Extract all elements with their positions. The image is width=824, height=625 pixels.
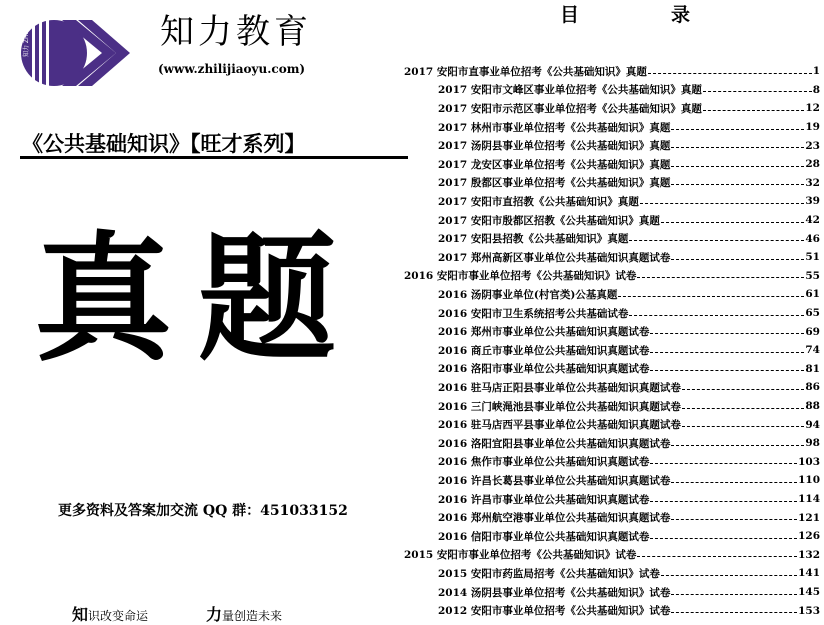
toc-leader-dashes: [682, 389, 804, 390]
toc-leader-dashes: [650, 370, 804, 371]
toc-entry-page: 69: [805, 325, 820, 338]
toc-leader-dashes: [629, 240, 804, 241]
toc-heading-char: 录: [671, 4, 691, 26]
toc-entry-title: 2017 龙安区事业单位招考《公共基础知识》真题: [438, 158, 671, 171]
toc-entry-title: 2016 洛阳宜阳县事业单位公共基础知识真题试卷: [438, 437, 671, 450]
toc-entry-title: 2017 安阳县招教《公共基础知识》真题: [438, 233, 629, 246]
toc-entry[interactable]: [438, 304, 820, 323]
toc-entry-title: 2016 郑州市事业单位公共基础知识真题试卷: [438, 326, 650, 339]
toc-entry-title: 2015 安阳市事业单位招考《公共基础知识》试卷: [404, 549, 637, 562]
toc-leader-dashes: [618, 296, 804, 297]
toc-entry[interactable]: [438, 81, 820, 100]
toc-entry[interactable]: [438, 360, 820, 379]
toc-entry-page: 39: [805, 195, 820, 208]
toc-entry[interactable]: [438, 118, 820, 137]
toc-entry-title: 2017 汤阴县事业单位招考《公共基础知识》真题: [438, 140, 671, 153]
toc-entry[interactable]: [438, 211, 820, 230]
toc-leader-dashes: [682, 408, 804, 409]
toc-leader-dashes: [650, 501, 797, 502]
toc-heading: [560, 0, 690, 27]
toc-entry-title: 2017 安阳市直事业单位招考《公共基础知识》真题: [404, 65, 647, 78]
toc-entry-page: 121: [798, 511, 820, 524]
toc-leader-dashes: [661, 575, 797, 576]
toc-entry-title: 2017 安阳市殷都区招教《公共基础知识》真题: [438, 214, 660, 227]
toc-entry-title: 2016 郑州航空港事业单位公共基础知识真题试卷: [438, 512, 671, 525]
toc-leader-dashes: [671, 184, 804, 185]
toc-leader-dashes: [671, 445, 804, 446]
toc-entry-page: 153: [798, 604, 820, 617]
toc-entry-title: 2016 焦作市事业单位公共基础知识真题试卷: [438, 456, 650, 469]
toc-entry[interactable]: [438, 229, 820, 248]
toc-entry-title: 2016 信阳市事业单位公共基础知识真题试卷: [438, 530, 650, 543]
toc-entry-title: 2016 安阳市卫生系统招考公共基础试卷: [438, 307, 629, 320]
toc-entry-page: 12: [805, 102, 820, 115]
toc-leader-dashes: [682, 426, 804, 427]
toc-entry[interactable]: [438, 341, 820, 360]
toc-entry-page: 61: [805, 288, 820, 301]
toc-entry-page: 103: [798, 455, 820, 468]
toc-entry-title: 2012 安阳市事业单位招考《公共基础知识》试卷: [438, 605, 671, 618]
toc-entry-title: 2017 林州市事业单位招考《公共基础知识》真题: [438, 121, 671, 134]
toc-entry-title: 2017 安阳市直招教《公共基础知识》真题: [438, 195, 639, 208]
toc-entry-page: 126: [798, 530, 820, 543]
toc-entry-page: 46: [805, 232, 820, 245]
toc-entry-page: 23: [805, 139, 820, 152]
toc-leader-dashes: [671, 519, 797, 520]
toc-entry[interactable]: [438, 136, 820, 155]
svg-text:知力 ZHILI: 知力 ZHILI: [23, 27, 30, 57]
toc-entry-page: 55: [805, 269, 820, 282]
slogan-rest: 识改变命运: [88, 609, 149, 623]
toc-leader-dashes: [671, 166, 804, 167]
toc-entry-title: 2015 安阳市药监局招考《公共基础知识》试卷: [438, 567, 660, 580]
toc-leader-dashes: [703, 110, 804, 111]
main-title: [34, 220, 362, 380]
toc-entry[interactable]: [438, 397, 820, 416]
toc-entry[interactable]: [438, 434, 820, 453]
toc-entry-title: 2014 汤阴县事业单位招考《公共基础知识》试卷: [438, 586, 671, 599]
brand-name: 知力教育: [160, 12, 312, 52]
toc-entry[interactable]: [438, 248, 820, 267]
slogan-big-char: 知: [72, 605, 89, 624]
toc-leader-dashes: [650, 538, 797, 539]
toc-leader-dashes: [671, 147, 804, 148]
toc-entry-page: 86: [805, 381, 820, 394]
toc-entry[interactable]: [438, 415, 820, 434]
toc-entry-page: 32: [805, 176, 820, 189]
toc-leader-dashes: [629, 315, 804, 316]
main-title-char: 真: [34, 219, 199, 380]
toc-entry[interactable]: [438, 508, 820, 527]
toc-entry-page: 98: [805, 437, 820, 450]
website-url: (www.zhilijiaoyu.com): [158, 62, 306, 76]
toc-entry-page: 74: [805, 344, 820, 357]
toc-entry-title: 2016 驻马店西平县事业单位公共基础知识真题试卷: [438, 419, 681, 432]
toc-entry-title: 2016 三门峡渑池县事业单位公共基础知识真题试卷: [438, 400, 681, 413]
toc-entry[interactable]: [438, 378, 820, 397]
toc-leader-dashes: [671, 612, 797, 613]
toc-leader-dashes: [637, 277, 804, 278]
toc-leader-dashes: [671, 594, 797, 595]
toc-leader-dashes: [648, 73, 812, 74]
toc-entry[interactable]: [404, 62, 820, 81]
slogan-knowledge: [72, 602, 148, 625]
slogan-power: [206, 602, 282, 625]
toc-entry-page: 88: [805, 400, 820, 413]
toc-entry[interactable]: [438, 322, 820, 341]
toc-entry-title: 2016 商丘市事业单位公共基础知识真题试卷: [438, 344, 650, 357]
toc-leader-dashes: [650, 463, 797, 464]
toc-entry[interactable]: [438, 174, 820, 193]
toc-entry-title: 2016 驻马店正阳县事业单位公共基础知识真题试卷: [438, 381, 681, 394]
toc-entry-title: 2017 安阳市文峰区事业单位招考《公共基础知识》真题: [438, 84, 702, 97]
toc-entry-title: 2017 郑州高新区事业单位公共基础知识真题试卷: [438, 251, 671, 264]
toc-entry[interactable]: [404, 267, 820, 286]
toc-entry-page: 1: [812, 65, 820, 78]
toc-entry-page: 8: [812, 83, 820, 96]
toc-entry-title: 2017 殷都区事业单位招考《公共基础知识》真题: [438, 177, 671, 190]
toc-entry-page: 28: [805, 158, 820, 171]
toc-entry[interactable]: [404, 546, 820, 565]
toc-leader-dashes: [637, 556, 797, 557]
toc-leader-dashes: [650, 352, 804, 353]
series-title: 《公共基础知识》【旺才系列】: [22, 132, 306, 156]
zhili-logo: [18, 14, 130, 92]
toc-entry-page: 132: [798, 548, 820, 561]
toc-entry-title: 2016 许昌市事业单位公共基础知识真题试卷: [438, 493, 650, 506]
toc-entry[interactable]: [438, 527, 820, 546]
toc-leader-dashes: [661, 222, 804, 223]
toc-entry[interactable]: [438, 471, 820, 490]
toc-entry-page: 145: [798, 586, 820, 599]
toc-entry-page: 19: [805, 121, 820, 134]
toc-entry-page: 65: [805, 307, 820, 320]
toc-entry-page: 110: [798, 474, 820, 487]
toc-entry-title: 2016 汤阴事业单位(村官类)公基真题: [438, 288, 618, 301]
toc-leader-dashes: [671, 482, 797, 483]
toc-entry-page: 42: [805, 214, 820, 227]
toc-leader-dashes: [650, 333, 804, 334]
toc-heading-char: 目: [560, 4, 580, 26]
toc-entry[interactable]: [438, 192, 820, 211]
toc-leader-dashes: [671, 129, 804, 130]
toc-entry-page: 51: [805, 251, 820, 264]
toc-entry[interactable]: [438, 155, 820, 174]
toc-entry[interactable]: [438, 285, 820, 304]
toc-entry-page: 94: [805, 418, 820, 431]
main-title-char: 题: [198, 219, 363, 380]
toc-entry-title: 2017 安阳市示范区事业单位招考《公共基础知识》真题: [438, 102, 702, 115]
toc-entry[interactable]: [438, 99, 820, 118]
slogan-big-char: 力: [206, 605, 223, 624]
toc-entry-title: 2016 安阳市事业单位招考《公共基础知识》试卷: [404, 270, 637, 283]
toc-entry[interactable]: [438, 583, 820, 602]
toc-entry-title: 2016 洛阳市事业单位公共基础知识真题试卷: [438, 363, 650, 376]
toc-entry-title: 2016 许昌长葛县事业单位公共基础知识真题试卷: [438, 474, 671, 487]
toc-entry-page: 141: [798, 567, 820, 580]
slogan-rest: 量创造未来: [222, 609, 283, 623]
toc-leader-dashes: [703, 91, 812, 92]
series-underline: [20, 156, 408, 159]
toc-entry[interactable]: [438, 490, 820, 509]
toc-entry-page: 114: [798, 493, 820, 506]
toc-entry-page: 81: [805, 362, 820, 375]
toc-entry[interactable]: [438, 564, 820, 583]
toc-entry[interactable]: [438, 453, 820, 472]
toc-leader-dashes: [640, 203, 804, 204]
toc-leader-dashes: [671, 259, 804, 260]
toc-entry[interactable]: [438, 601, 820, 620]
qq-group-line: 更多资料及答案加交流 QQ 群：451033152: [58, 503, 348, 519]
